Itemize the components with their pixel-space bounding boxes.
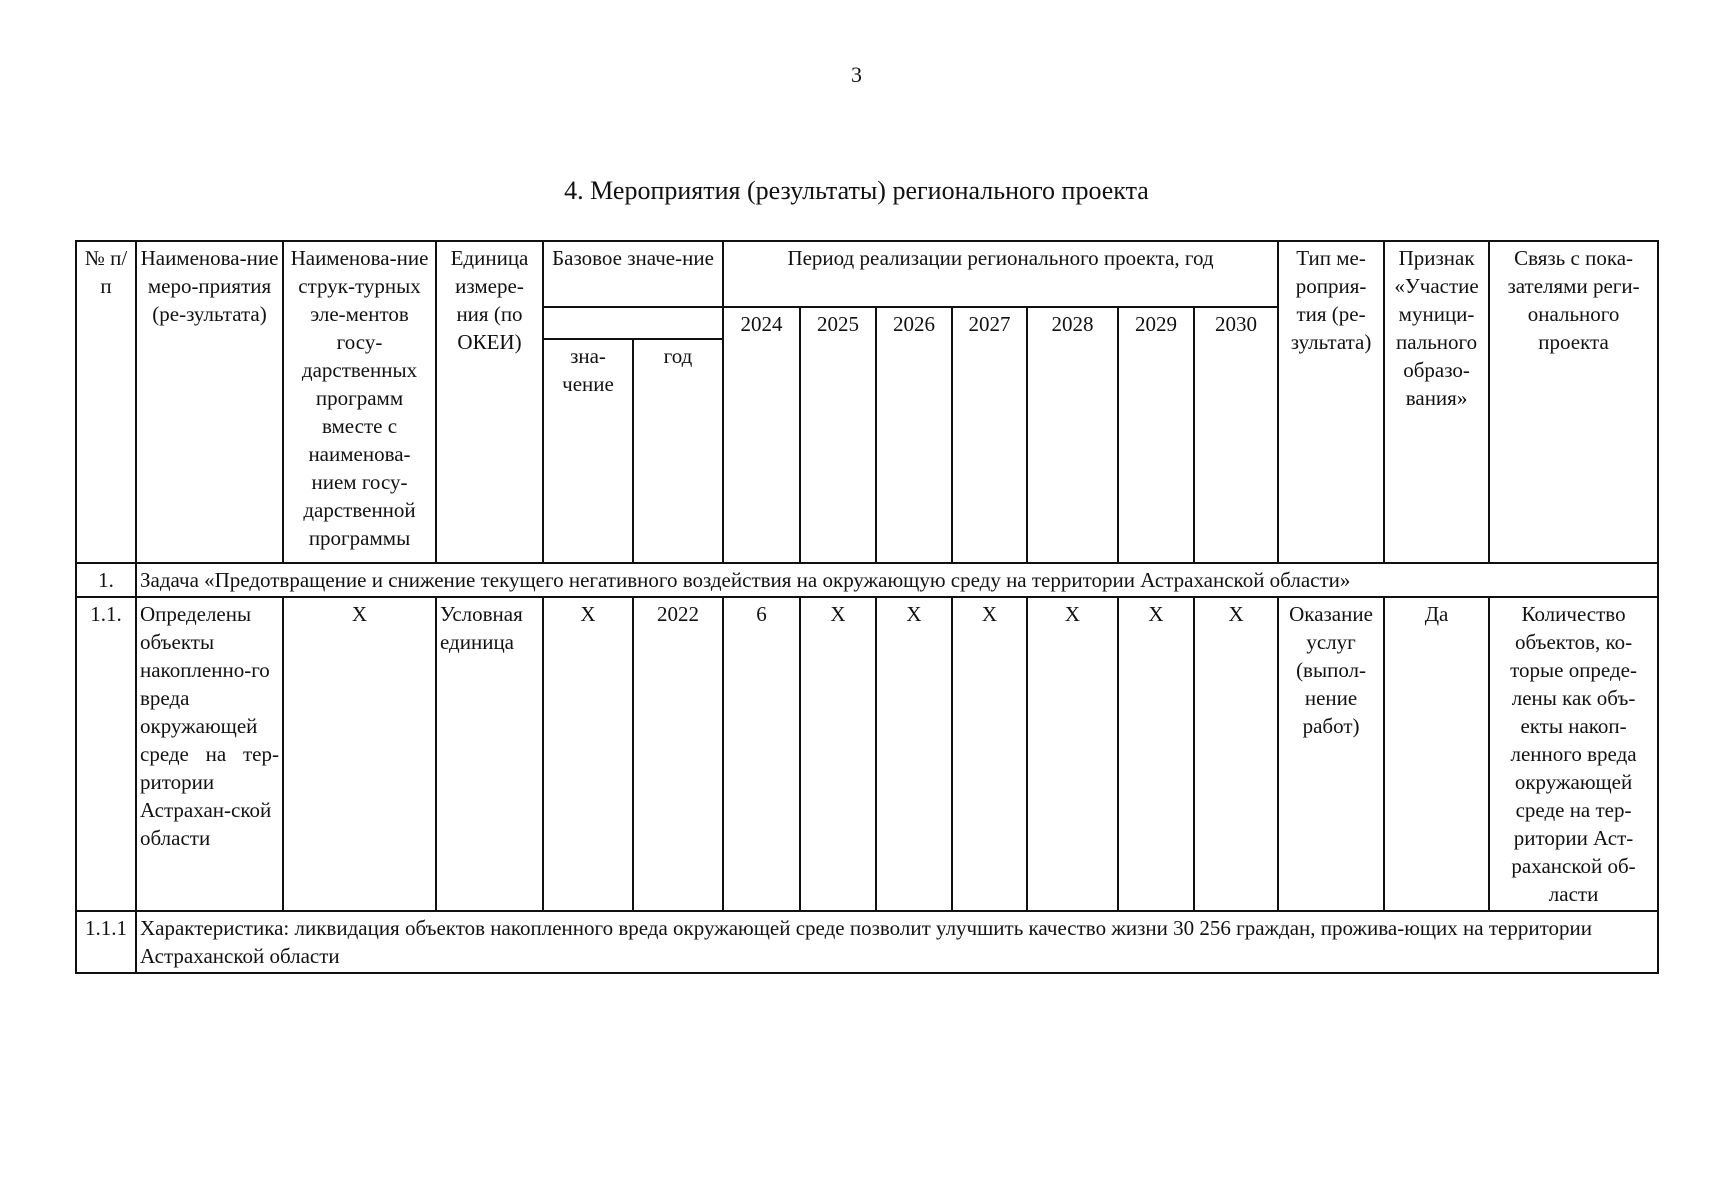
projects-table <box>75 240 1659 974</box>
header-num: № п/п <box>76 241 136 563</box>
header-year: 2028 <box>1027 307 1118 563</box>
characteristic-num: 1.1.1 <box>76 911 136 973</box>
result-year-value: X <box>800 597 876 911</box>
result-year-value: X <box>876 597 952 911</box>
characteristic-text: Характеристика: ликвидация объектов накопленного вреда окружающей среде позволит улучшить качество жизни 30 256 граждан, прожива-ющих на территории Астраханской области <box>136 911 1658 973</box>
header-type: Тип ме-роприя-тия (ре-зультата) <box>1278 241 1384 563</box>
characteristic-row <box>76 911 1658 973</box>
result-type: Оказание услуг (выпол-нение работ) <box>1278 597 1384 911</box>
page-number: 3 <box>851 62 862 87</box>
result-year-value: X <box>1027 597 1118 911</box>
result-year-value: X <box>1118 597 1194 911</box>
header-year: 2029 <box>1118 307 1194 563</box>
result-structure: X <box>283 597 436 911</box>
result-municipal: Да <box>1384 597 1489 911</box>
task-num: 1. <box>76 563 136 597</box>
header-link: Связь с пока-зателями реги-онального проекта <box>1489 241 1658 563</box>
header-year: 2027 <box>952 307 1027 563</box>
header-base-spacer <box>543 307 723 339</box>
task-row <box>76 563 1658 597</box>
result-unit: Условная единица <box>436 597 543 911</box>
result-name: Определены объекты накопленно-го вреда окружающей среде на тер-ритории Астрахан-ской области <box>136 597 283 911</box>
result-base-year: 2022 <box>633 597 723 911</box>
header-municipal: Признак «Участие муници-пального образо-вания» <box>1384 241 1489 563</box>
result-base-value: X <box>543 597 633 911</box>
result-year-value: X <box>952 597 1027 911</box>
header-year: 2030 <box>1194 307 1278 563</box>
header-base-year: год <box>633 339 723 563</box>
header-name: Наименова-ние меро-приятия (ре-зультата) <box>136 241 283 563</box>
header-year: 2024 <box>723 307 800 563</box>
result-year-value: 6 <box>723 597 800 911</box>
header-structure: Наименова-ние струк-турных эле-ментов госу-дарственных программ вместе с наименова-нием госу-дарственной программы <box>283 241 436 563</box>
header-period: Период реализации регионального проекта, год <box>723 241 1278 307</box>
header-year: 2026 <box>876 307 952 563</box>
result-num: 1.1. <box>76 597 136 911</box>
header-row-1 <box>76 241 1658 307</box>
result-link: Количество объектов, ко-торые опреде-лены как объ-екты накоп-ленного вреда окружающей среде на тер-ритории Аст-раханской об-ласти <box>1489 597 1658 911</box>
header-year: 2025 <box>800 307 876 563</box>
section-title: 4. Мероприятия (результаты) регионального проекта <box>564 176 1149 205</box>
header-base-value: зна-чение <box>543 339 633 563</box>
header-base: Базовое значе-ние <box>543 241 723 307</box>
result-year-value: X <box>1194 597 1278 911</box>
task-text: Задача «Предотвращение и снижение текущего негативного воздействия на окружающую среду на территории Астраханской области» <box>136 563 1658 597</box>
result-row <box>76 597 1658 911</box>
header-unit: Единица измере-ния (по ОКЕИ) <box>436 241 543 563</box>
